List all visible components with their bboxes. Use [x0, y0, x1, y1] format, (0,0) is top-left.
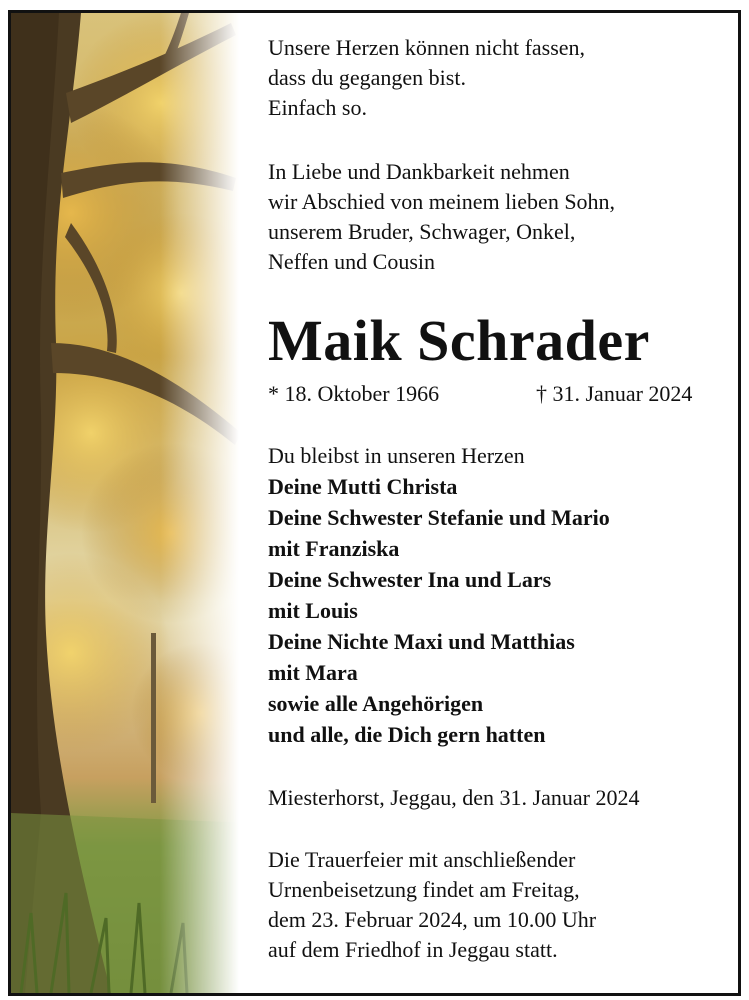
- deceased-name: Maik Schrader: [268, 308, 650, 373]
- mourner-line: Deine Schwester Ina und Lars: [268, 567, 552, 592]
- mourner-line: mit Louis: [268, 598, 358, 623]
- place-date: Miesterhorst, Jeggau, den 31. Januar 2024: [268, 785, 640, 810]
- motto-line: dass du gegangen bist.: [268, 65, 466, 90]
- mourner-line: Deine Mutti Christa: [268, 474, 458, 499]
- mourner-line: mit Mara: [268, 660, 358, 685]
- motto-line: Einfach so.: [268, 95, 367, 120]
- mourner-line: und alle, die Dich gern hatten: [268, 722, 546, 747]
- obituary-notice: [8, 10, 741, 996]
- funeral-line: Die Trauerfeier mit anschließender: [268, 847, 576, 872]
- intro-line: wir Abschied von meinem lieben Sohn,: [268, 189, 616, 214]
- life-dates: [268, 379, 708, 409]
- intro-line: unserem Bruder, Schwager, Onkel,: [268, 219, 576, 244]
- motto-line: Unsere Herzen können nicht fassen,: [268, 35, 586, 60]
- mourner-line: sowie alle Angehörigen: [268, 691, 484, 716]
- mourner-line: Deine Schwester Stefanie und Mario: [268, 505, 610, 530]
- funeral-line: Urnenbeisetzung findet am Freitag,: [268, 877, 580, 902]
- funeral-line: auf dem Friedhof in Jeggau statt.: [268, 937, 558, 962]
- intro-line: In Liebe und Dankbarkeit nehmen: [268, 159, 570, 184]
- intro-line: Neffen und Cousin: [268, 249, 436, 274]
- funeral-line: dem 23. Februar 2024, um 10.00 Uhr: [268, 907, 597, 932]
- autumn-tree-photo: [11, 13, 251, 993]
- mourner-line: mit Franziska: [268, 536, 400, 561]
- tree-illustration: [11, 13, 251, 993]
- death-date: † 31. Januar 2024: [536, 381, 693, 406]
- mourner-line: Deine Nichte Maxi und Matthias: [268, 629, 575, 654]
- birth-date: * 18. Oktober 1966: [268, 381, 440, 406]
- remembrance-line: Du bleibst in unseren Herzen: [268, 443, 525, 468]
